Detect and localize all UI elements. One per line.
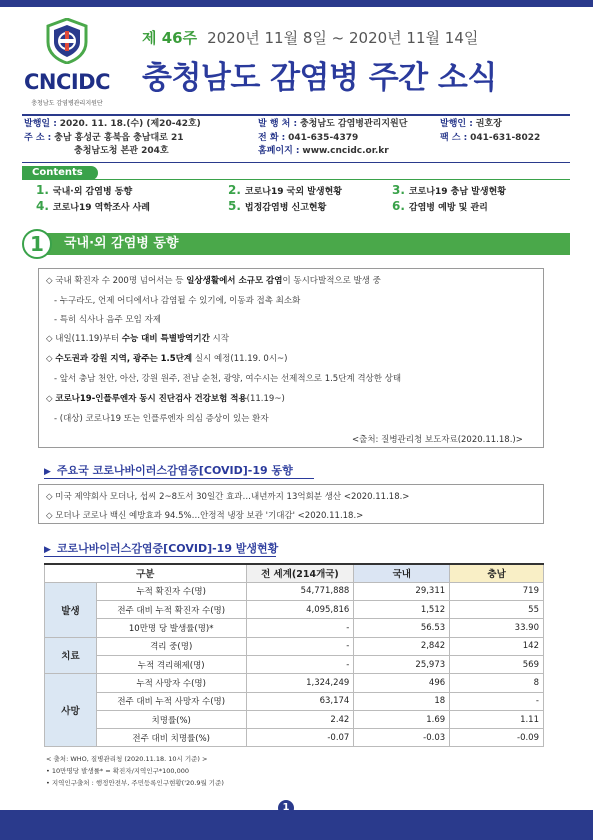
table-row: 치료 격리 중(명) - 2,842 142 xyxy=(45,637,544,655)
toc-item-3[interactable]: 3. 코로나19 충남 발생현황 xyxy=(392,183,506,197)
section-1-header xyxy=(22,229,570,259)
homepage-link[interactable]: www.cncidc.or.kr xyxy=(302,146,389,156)
fax: 041-631-8022 xyxy=(470,132,541,143)
notice-line-2: - 누구라도, 언제 어디에서나 감염될 수 있기에, 이동과 접촉 최소화 xyxy=(54,296,301,306)
logo xyxy=(22,14,112,110)
week-number: 제 46주 xyxy=(142,29,198,47)
toc-item-4[interactable]: 4. 코로나19 역학조사 사례 xyxy=(36,199,150,213)
table-row: 치명률(%) 2.42 1.69 1.11 xyxy=(45,710,544,728)
publisher: 충청남도 감염병관리지원단 xyxy=(299,119,408,129)
footnote-source: < 출처: WHO, 질병관리청 (2020.11.18. 10시 기준) > xyxy=(46,755,208,763)
footnote-rate: • 10만명당 발생률* = 확진자/지역인구*100,000 xyxy=(46,767,190,775)
contents-tab: Contents xyxy=(22,166,98,180)
subsection-rule-1 xyxy=(44,478,314,479)
notice-source: <출처: 질병관리청 보도자료(2020.11.18.)> xyxy=(352,435,523,445)
header-rule-top xyxy=(22,114,570,116)
issuer: 권호장 xyxy=(475,119,502,129)
notice-line-6: - 앞서 충남 천안, 아산, 강원 원주, 전남 순천, 광양, 여수시는 선제적으로 1.5단계 격상한 상태 xyxy=(54,374,402,384)
table-header-row xyxy=(45,564,544,582)
header-rule-bottom xyxy=(22,162,570,163)
date-range: 2020년 11월 8일 ~ 2020년 11월 14일 xyxy=(207,29,479,47)
toc-item-5[interactable]: 5. 법정감염병 신고현황 xyxy=(228,199,327,213)
table-row: 전주 대비 누적 확진자 수(명) 4,095,816 1,512 55 xyxy=(45,601,544,619)
phone: 041-635-4379 xyxy=(288,132,359,143)
section-number: 1 xyxy=(22,229,52,259)
week-line xyxy=(142,27,478,48)
group-outbreak: 발생 xyxy=(45,582,97,637)
phone-label: 전 화 : xyxy=(258,132,286,143)
issue-date: 2020. 11. 18.(수) (제20-42호) xyxy=(59,119,201,129)
issue-date-label: 발행일 : xyxy=(24,119,57,129)
subsection-title-1: ▶ 주요국 코로나바이러스감염증[COVID]-19 동향 xyxy=(44,464,293,477)
group-death: 사망 xyxy=(45,674,97,747)
table-row: 사망 누적 사망자 수(명) 1,324,249 496 8 xyxy=(45,674,544,692)
footnote-population: • 지역인구출처 : 행정안전부, 주민등록인구현황('20.9월 기준) xyxy=(46,779,224,787)
news-line-1: ◇ 미국 제약회사 모더나, 섭씨 2~8도서 30일간 효과…내년까지 13억회분 생산 <2020.11.18.> xyxy=(46,492,410,502)
homepage-label: 홈페이지 : xyxy=(258,146,300,156)
notice-line-3: - 특히 식사나 음주 모임 자제 xyxy=(54,315,161,325)
address-line-1: 충남 홍성군 홍북읍 충남대로 21 xyxy=(54,132,184,143)
page-title: 충청남도 감염병 주간 소식 xyxy=(142,60,497,96)
subsection-rule-2 xyxy=(44,556,276,557)
notice-line-5: ◇ 수도권과 강원 지역, 광주는 1.5단계 실시 예정(11.19. 0시~) xyxy=(46,354,288,364)
toc-item-1[interactable]: 1. 국내·외 감염병 동향 xyxy=(36,183,133,197)
header-world: 전 세계(214개국) xyxy=(246,564,354,582)
publisher-label: 발 행 처 : xyxy=(258,119,298,129)
covid-stats-table xyxy=(44,563,544,747)
subsection-title-2: ▶ 코로나바이러스감염증[COVID]-19 발생현황 xyxy=(44,542,279,555)
table-row: 10만명 당 발생률(명)* - 56.53 33.90 xyxy=(45,619,544,637)
address-line-2: 충청남도청 본관 204호 xyxy=(74,146,169,156)
address-label: 주 소 : xyxy=(24,132,52,143)
issuer-label: 발행인 : xyxy=(440,119,473,129)
table-row: 발생 누적 확진자 수(명) 54,771,888 29,311 719 xyxy=(45,582,544,600)
contents-rule xyxy=(22,179,570,180)
table-row: 전주 대비 치명률(%) -0.07 -0.03 -0.09 xyxy=(45,729,544,747)
group-treatment: 치료 xyxy=(45,637,97,674)
notice-line-7: ◇ 코로나19-인플루엔자 동시 진단검사 건강보험 적용(11.19~) xyxy=(46,394,285,404)
news-line-2: ◇ 모더나 코로나 백신 예방효과 94.5%…안정적 냉장 보관 '기대감' <2020.11.18.> xyxy=(46,511,364,521)
shield-logo-icon xyxy=(46,18,88,64)
page-number: 1 xyxy=(278,800,294,816)
triangle-right-icon: ▶ xyxy=(44,467,51,477)
logo-subtitle: 충청남도 감염병관리지원단 xyxy=(31,100,103,107)
notice-line-1: ◇ 국내 확진자 수 200명 넘어서는 등 일상생활에서 소규모 감염이 동시다발적으로 발생 중 xyxy=(46,276,381,286)
header-domestic: 국내 xyxy=(354,564,450,582)
info-col-2 xyxy=(258,118,407,159)
section-title: 국내·외 감염병 동향 xyxy=(44,233,570,255)
notice-line-8: - (대상) 코로나19 또는 인플루엔자 의심 증상이 있는 환자 xyxy=(54,414,269,424)
toc-item-2[interactable]: 2. 코로나19 국외 발생현황 xyxy=(228,183,342,197)
info-col-1 xyxy=(24,118,201,159)
info-col-3 xyxy=(440,118,540,145)
fax-label: 팩 스 : xyxy=(440,132,468,143)
logo-text: CNCIDC xyxy=(23,70,111,94)
toc-item-6[interactable]: 6. 감염병 예방 및 관리 xyxy=(392,199,488,213)
header-gubun: 구분 xyxy=(45,564,247,582)
table-row: 전주 대비 누적 사망자 수(명) 63,174 18 - xyxy=(45,692,544,710)
top-bar xyxy=(0,0,593,7)
table-row: 누적 격리해제(명) - 25,973 569 xyxy=(45,655,544,673)
bottom-bar xyxy=(0,810,593,840)
notice-line-4: ◇ 내일(11.19)부터 수능 대비 특별방역기간 시작 xyxy=(46,334,229,344)
triangle-right-icon: ▶ xyxy=(44,545,51,555)
header-chungnam: 충남 xyxy=(450,564,544,582)
